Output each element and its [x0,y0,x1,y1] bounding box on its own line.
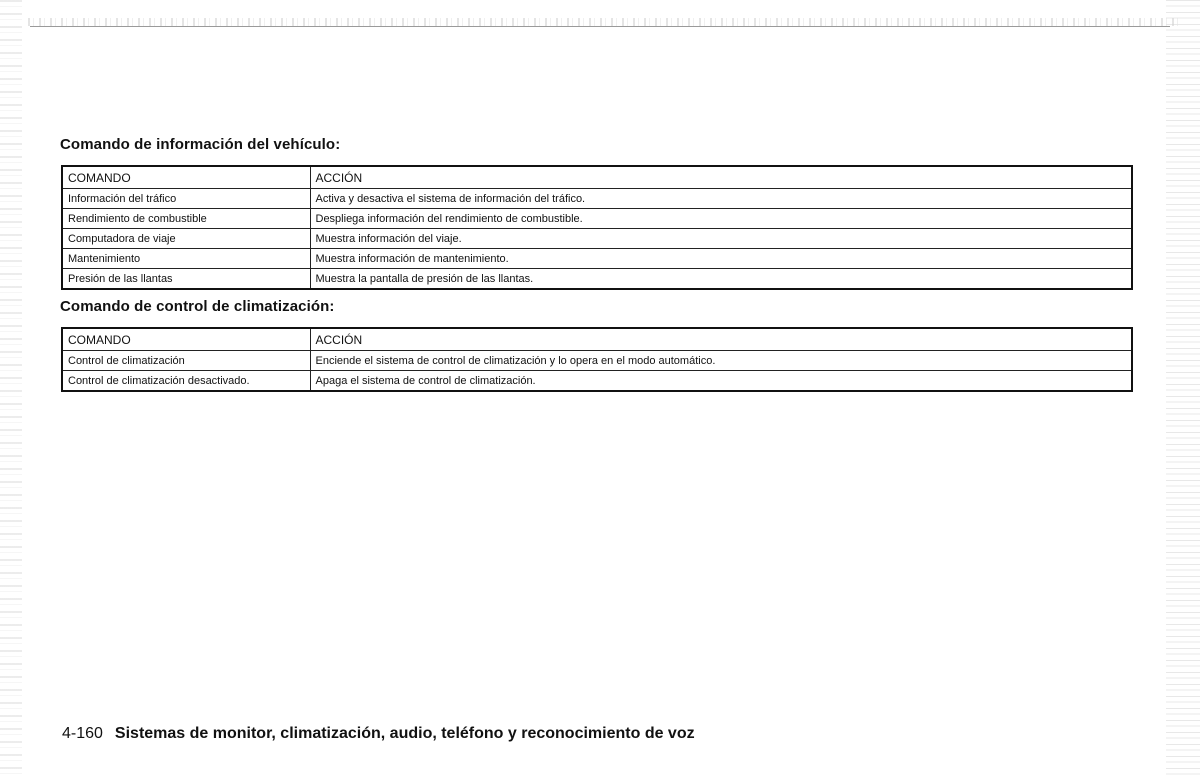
command-table-vehicle-info [61,165,1133,290]
table-row [62,249,1132,269]
action-cell: Muestra información del viaje. [310,229,1132,249]
action-cell: Despliega información del rendimiento de combustible. [310,209,1132,229]
table-row [62,229,1132,249]
table-row [62,209,1132,229]
action-cell: Enciende el sistema de control de climatización y lo opera en el modo automático. [310,351,1132,371]
command-cell: Rendimiento de combustible [62,209,310,229]
page-number: 4-160 [62,725,103,742]
scan-edge-left [0,0,22,775]
column-header-action: ACCIÓN [310,166,1132,189]
table-row [62,269,1132,290]
action-cell: Activa y desactiva el sistema de información del tráfico. [310,189,1132,209]
table-header-row [62,166,1132,189]
command-cell: Control de climatización desactivado. [62,371,310,392]
command-cell: Control de climatización [62,351,310,371]
command-cell: Presión de las llantas [62,269,310,290]
section-title-vehicle-info: Comando de información del vehículo: [60,136,341,153]
table-header-row [62,328,1132,351]
section-title-climate-control: Comando de control de climatización: [60,298,335,315]
table-row [62,189,1132,209]
chapter-title: Sistemas de monitor, climatización, audio, teléfono y reconocimiento de voz [114,725,695,742]
header-rule [30,26,1170,27]
command-cell: Computadora de viaje [62,229,310,249]
column-header-command: COMANDO [62,328,310,351]
page-footer [62,725,695,743]
action-cell: Muestra la pantalla de presión de las llantas. [310,269,1132,290]
action-cell: Apaga el sistema de control de climatización. [310,371,1132,392]
scan-edge-top [28,18,1178,26]
table-row [62,371,1132,392]
action-cell: Muestra información de mantenimiento. [310,249,1132,269]
table-row [62,351,1132,371]
command-cell: Mantenimiento [62,249,310,269]
column-header-action: ACCIÓN [310,328,1132,351]
column-header-command: COMANDO [62,166,310,189]
scan-edge-right [1166,0,1200,775]
command-table-climate-control [61,327,1133,392]
command-cell: Información del tráfico [62,189,310,209]
